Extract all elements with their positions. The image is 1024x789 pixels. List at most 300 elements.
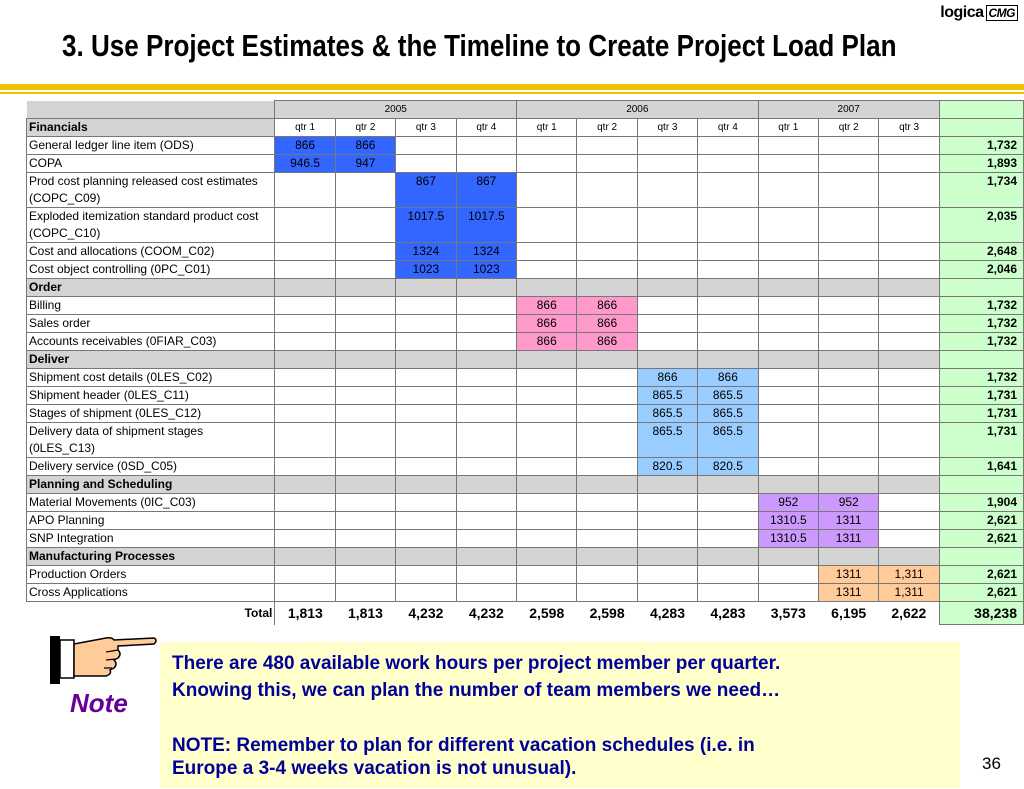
quarter-total: 1,813 bbox=[287, 605, 323, 621]
quarter-cell bbox=[517, 243, 577, 261]
row-label: Shipment header (0LES_C11) bbox=[27, 387, 275, 405]
quarter-header: qtr 4 bbox=[456, 119, 516, 137]
quarter-cell bbox=[758, 137, 818, 155]
quarter-cell bbox=[637, 566, 697, 584]
quarter-cell: 1324 bbox=[456, 243, 516, 261]
quarter-cell bbox=[517, 369, 577, 387]
quarter-cell bbox=[879, 333, 939, 351]
quarter-cell bbox=[275, 315, 335, 333]
row-total: 1,904 bbox=[939, 494, 1023, 512]
quarter-total: 2,598 bbox=[589, 605, 625, 621]
quarter-cell bbox=[698, 173, 758, 208]
quarter-cell: 946.5 bbox=[275, 155, 335, 173]
section-cell bbox=[577, 279, 637, 297]
section-cell bbox=[456, 476, 516, 494]
section-total-cell bbox=[939, 548, 1023, 566]
table-row bbox=[27, 208, 1024, 243]
quarter-cell bbox=[396, 494, 456, 512]
quarter-cell bbox=[275, 584, 335, 602]
quarter-cell: 1311 bbox=[819, 512, 879, 530]
row-total: 1,734 bbox=[939, 173, 1023, 208]
quarter-cell bbox=[335, 333, 395, 351]
section-cell bbox=[758, 476, 818, 494]
quarter-cell bbox=[396, 530, 456, 548]
quarter-cell: 1310.5 bbox=[758, 530, 818, 548]
quarter-cell bbox=[335, 315, 395, 333]
quarter-cell: 1023 bbox=[456, 261, 516, 279]
quarter-header: qtr 1 bbox=[275, 119, 335, 137]
quarter-cell bbox=[577, 387, 637, 405]
quarter-cell bbox=[758, 458, 818, 476]
row-total: 1,732 bbox=[939, 333, 1023, 351]
quarter-cell bbox=[335, 530, 395, 548]
section-cell bbox=[517, 351, 577, 369]
quarter-cell bbox=[335, 423, 395, 458]
quarter-cell bbox=[637, 155, 697, 173]
table-row bbox=[27, 423, 1024, 458]
quarter-cell bbox=[879, 530, 939, 548]
quarter-cell bbox=[698, 155, 758, 173]
quarter-cell bbox=[456, 297, 516, 315]
note-line-4: Europe a 3-4 weeks vacation is not unusual). bbox=[172, 758, 577, 779]
quarter-cell bbox=[758, 173, 818, 208]
section-cell bbox=[577, 548, 637, 566]
quarter-cell: 866 bbox=[517, 315, 577, 333]
section-cell bbox=[335, 476, 395, 494]
quarter-header: qtr 1 bbox=[758, 119, 818, 137]
quarter-cell bbox=[698, 584, 758, 602]
quarter-cell bbox=[275, 387, 335, 405]
quarter-cell: 865.5 bbox=[637, 423, 697, 458]
row-label: Exploded itemization standard product cost (COPC_C10) bbox=[27, 208, 275, 243]
quarter-header: qtr 3 bbox=[396, 119, 456, 137]
quarter-cell bbox=[275, 208, 335, 243]
quarter-cell bbox=[637, 530, 697, 548]
quarter-total: 3,573 bbox=[770, 605, 806, 621]
quarter-cell: 820.5 bbox=[698, 458, 758, 476]
row-label: APO Planning bbox=[27, 512, 275, 530]
quarter-cell bbox=[637, 333, 697, 351]
quarter-cell bbox=[879, 458, 939, 476]
quarter-cell bbox=[819, 137, 879, 155]
quarter-cell bbox=[819, 315, 879, 333]
quarter-cell bbox=[879, 173, 939, 208]
quarter-cell bbox=[456, 369, 516, 387]
quarter-cell bbox=[577, 137, 637, 155]
table-row bbox=[27, 458, 1024, 476]
row-total: 2,621 bbox=[939, 512, 1023, 530]
quarter-cell bbox=[819, 458, 879, 476]
quarter-cell: 866 bbox=[335, 137, 395, 155]
quarter-cell: 820.5 bbox=[637, 458, 697, 476]
quarter-cell bbox=[396, 566, 456, 584]
quarter-cell bbox=[275, 566, 335, 584]
quarter-cell: 865.5 bbox=[698, 405, 758, 423]
year-2005: 2005 bbox=[275, 101, 517, 119]
quarter-cell bbox=[758, 405, 818, 423]
logo-main: logica bbox=[940, 4, 984, 21]
accent-rule-thin bbox=[0, 92, 1024, 94]
section-label: Order bbox=[27, 279, 275, 297]
quarter-cell bbox=[819, 297, 879, 315]
quarter-cell: 1311 bbox=[819, 584, 879, 602]
quarter-cell bbox=[819, 208, 879, 243]
table-row bbox=[27, 566, 1024, 584]
section-cell bbox=[698, 279, 758, 297]
quarter-cell bbox=[698, 494, 758, 512]
quarter-cell bbox=[637, 208, 697, 243]
quarter-cell bbox=[456, 333, 516, 351]
row-label: Cost object controlling (0PC_C01) bbox=[27, 261, 275, 279]
quarter-cell bbox=[456, 512, 516, 530]
quarter-cell: 866 bbox=[517, 297, 577, 315]
quarter-cell bbox=[517, 405, 577, 423]
quarter-cell bbox=[637, 261, 697, 279]
quarter-header-row bbox=[27, 119, 1024, 137]
quarter-cell bbox=[396, 137, 456, 155]
section-total-cell bbox=[939, 279, 1023, 297]
section-cell bbox=[396, 476, 456, 494]
section-row bbox=[27, 279, 1024, 297]
row-label: Sales order bbox=[27, 315, 275, 333]
row-total: 1,732 bbox=[939, 369, 1023, 387]
quarter-cell bbox=[577, 494, 637, 512]
note-label: Note bbox=[70, 688, 128, 718]
quarter-cell bbox=[335, 173, 395, 208]
section-cell bbox=[517, 279, 577, 297]
quarter-cell: 866 bbox=[275, 137, 335, 155]
quarter-cell bbox=[577, 208, 637, 243]
year-header-row bbox=[27, 101, 1024, 119]
quarter-cell bbox=[335, 566, 395, 584]
row-label: Delivery data of shipment stages (0LES_C13) bbox=[27, 423, 275, 458]
quarter-cell bbox=[396, 423, 456, 458]
section-cell bbox=[698, 351, 758, 369]
page-number: 36 bbox=[982, 754, 1001, 773]
section-cell bbox=[275, 279, 335, 297]
quarter-cell bbox=[396, 405, 456, 423]
quarter-cell bbox=[456, 494, 516, 512]
quarter-cell bbox=[456, 315, 516, 333]
quarter-cell bbox=[879, 155, 939, 173]
slide-title: 3. Use Project Estimates & the Timeline to Create Project Load Plan bbox=[62, 28, 897, 63]
table-row bbox=[27, 512, 1024, 530]
quarter-cell bbox=[698, 566, 758, 584]
section-row bbox=[27, 476, 1024, 494]
quarter-cell bbox=[819, 333, 879, 351]
quarter-cell bbox=[637, 315, 697, 333]
quarter-cell bbox=[517, 423, 577, 458]
section-label: Manufacturing Processes bbox=[27, 548, 275, 566]
quarter-cell bbox=[517, 208, 577, 243]
quarter-cell bbox=[396, 512, 456, 530]
quarter-cell bbox=[456, 423, 516, 458]
quarter-cell: 865.5 bbox=[637, 405, 697, 423]
quarter-cell: 1310.5 bbox=[758, 512, 818, 530]
quarter-cell bbox=[879, 243, 939, 261]
accent-rule bbox=[0, 84, 1024, 90]
quarter-cell bbox=[577, 423, 637, 458]
quarter-total: 4,283 bbox=[649, 605, 686, 621]
quarter-cell: 1017.5 bbox=[456, 208, 516, 243]
section-cell bbox=[819, 476, 879, 494]
quarter-cell bbox=[637, 173, 697, 208]
quarter-cell bbox=[577, 173, 637, 208]
grand-total: 38,238 bbox=[939, 602, 1023, 625]
row-total: 2,621 bbox=[939, 566, 1023, 584]
quarter-total: 6,195 bbox=[831, 605, 867, 621]
quarter-cell bbox=[517, 173, 577, 208]
quarter-cell: 866 bbox=[577, 297, 637, 315]
quarter-cell: 1311 bbox=[819, 530, 879, 548]
quarter-total: 1,813 bbox=[347, 605, 383, 621]
quarter-cell: 1017.5 bbox=[396, 208, 456, 243]
section-label: Deliver bbox=[27, 351, 275, 369]
quarter-cell bbox=[758, 387, 818, 405]
quarter-cell bbox=[819, 155, 879, 173]
quarter-cell bbox=[396, 369, 456, 387]
quarter-cell bbox=[758, 261, 818, 279]
quarter-cell bbox=[698, 208, 758, 243]
quarter-cell bbox=[637, 297, 697, 315]
quarter-cell: 1,311 bbox=[879, 584, 939, 602]
quarter-cell bbox=[879, 405, 939, 423]
quarter-header: qtr 4 bbox=[698, 119, 758, 137]
table-row bbox=[27, 584, 1024, 602]
section-cell bbox=[698, 476, 758, 494]
table-row bbox=[27, 261, 1024, 279]
section-cell bbox=[758, 351, 818, 369]
section-cell bbox=[396, 279, 456, 297]
quarter-cell bbox=[758, 333, 818, 351]
quarter-cell bbox=[758, 155, 818, 173]
row-label: General ledger line item (ODS) bbox=[27, 137, 275, 155]
quarter-cell: 1,311 bbox=[879, 566, 939, 584]
quarter-cell bbox=[758, 584, 818, 602]
section-cell bbox=[637, 548, 697, 566]
row-total: 1,732 bbox=[939, 137, 1023, 155]
row-label: Billing bbox=[27, 297, 275, 315]
section-cell bbox=[758, 279, 818, 297]
quarter-cell bbox=[879, 494, 939, 512]
quarter-cell: 865.5 bbox=[698, 387, 758, 405]
section-cell bbox=[879, 279, 939, 297]
section-cell bbox=[396, 351, 456, 369]
table-row bbox=[27, 243, 1024, 261]
quarter-cell: 865.5 bbox=[637, 387, 697, 405]
quarter-cell: 1023 bbox=[396, 261, 456, 279]
row-total: 1,731 bbox=[939, 423, 1023, 458]
row-label: Material Movements (0IC_C03) bbox=[27, 494, 275, 512]
quarter-cell bbox=[517, 261, 577, 279]
quarter-cell bbox=[275, 530, 335, 548]
quarter-cell bbox=[577, 566, 637, 584]
quarter-cell bbox=[517, 387, 577, 405]
quarter-total: 4,232 bbox=[408, 605, 444, 621]
quarter-cell bbox=[275, 261, 335, 279]
section-cell bbox=[275, 476, 335, 494]
quarter-total: 4,232 bbox=[468, 605, 504, 621]
year-2006: 2006 bbox=[517, 101, 759, 119]
quarter-header: qtr 1 bbox=[517, 119, 577, 137]
quarter-cell bbox=[577, 405, 637, 423]
section-cell bbox=[879, 476, 939, 494]
quarter-cell bbox=[335, 369, 395, 387]
quarter-cell bbox=[637, 137, 697, 155]
section-cell bbox=[275, 548, 335, 566]
table-row bbox=[27, 297, 1024, 315]
section-cell bbox=[517, 548, 577, 566]
quarter-header: qtr 3 bbox=[879, 119, 939, 137]
section-label: Planning and Scheduling bbox=[27, 476, 275, 494]
section-cell bbox=[517, 476, 577, 494]
quarter-cell bbox=[698, 137, 758, 155]
row-label: SNP Integration bbox=[27, 530, 275, 548]
row-label: Production Orders bbox=[27, 566, 275, 584]
quarter-cell bbox=[758, 315, 818, 333]
quarter-cell bbox=[335, 405, 395, 423]
quarter-cell: 952 bbox=[758, 494, 818, 512]
section-cell bbox=[698, 548, 758, 566]
quarter-cell bbox=[335, 243, 395, 261]
section-cell bbox=[637, 351, 697, 369]
table-row bbox=[27, 387, 1024, 405]
row-label: Cross Applications bbox=[27, 584, 275, 602]
quarter-cell bbox=[819, 243, 879, 261]
quarter-total: 4,283 bbox=[710, 605, 746, 621]
row-label: Cost and allocations (COOM_C02) bbox=[27, 243, 275, 261]
note-line-3: NOTE: Remember to plan for different vacation schedules (i.e. in bbox=[172, 735, 755, 756]
section-cell bbox=[879, 548, 939, 566]
section-total-cell bbox=[939, 351, 1023, 369]
table-row bbox=[27, 333, 1024, 351]
section-cell bbox=[456, 548, 516, 566]
quarter-cell bbox=[275, 458, 335, 476]
quarter-cell bbox=[698, 243, 758, 261]
quarter-cell bbox=[879, 208, 939, 243]
quarter-header: qtr 3 bbox=[637, 119, 697, 137]
quarter-cell bbox=[637, 584, 697, 602]
quarter-cell: 866 bbox=[637, 369, 697, 387]
quarter-cell bbox=[577, 512, 637, 530]
quarter-cell bbox=[396, 315, 456, 333]
quarter-cell: 1311 bbox=[819, 566, 879, 584]
quarter-cell bbox=[335, 494, 395, 512]
quarter-cell bbox=[456, 566, 516, 584]
quarter-cell bbox=[275, 423, 335, 458]
quarter-total: 2,598 bbox=[529, 605, 565, 621]
quarter-cell bbox=[517, 530, 577, 548]
quarter-cell bbox=[758, 566, 818, 584]
quarter-header: qtr 2 bbox=[335, 119, 395, 137]
section-cell bbox=[819, 548, 879, 566]
table-row bbox=[27, 494, 1024, 512]
quarter-cell bbox=[819, 387, 879, 405]
quarter-cell bbox=[758, 243, 818, 261]
quarter-cell bbox=[456, 155, 516, 173]
quarter-cell bbox=[517, 566, 577, 584]
quarter-cell bbox=[879, 297, 939, 315]
quarter-cell bbox=[275, 173, 335, 208]
logo-suffix: CMG bbox=[986, 5, 1019, 21]
quarter-cell bbox=[577, 155, 637, 173]
row-label: Shipment cost details (0LES_C02) bbox=[27, 369, 275, 387]
row-total: 1,731 bbox=[939, 387, 1023, 405]
section-cell bbox=[396, 548, 456, 566]
quarter-cell bbox=[698, 333, 758, 351]
quarter-cell: 866 bbox=[577, 315, 637, 333]
total-column-header bbox=[939, 101, 1023, 119]
row-total: 2,648 bbox=[939, 243, 1023, 261]
quarter-cell bbox=[517, 458, 577, 476]
quarter-cell bbox=[456, 137, 516, 155]
quarter-cell bbox=[698, 512, 758, 530]
quarter-cell bbox=[396, 333, 456, 351]
quarter-cell bbox=[396, 155, 456, 173]
quarter-cell bbox=[577, 369, 637, 387]
quarter-cell bbox=[456, 530, 516, 548]
total-column-header bbox=[939, 119, 1023, 137]
row-label: Delivery service (0SD_C05) bbox=[27, 458, 275, 476]
note-line-2: Knowing this, we can plan the number of team members we need… bbox=[172, 680, 781, 701]
quarter-cell bbox=[698, 530, 758, 548]
note-line-1: There are 480 available work hours per project member per quarter. bbox=[172, 653, 781, 674]
section-row bbox=[27, 548, 1024, 566]
quarter-cell bbox=[396, 584, 456, 602]
quarter-cell bbox=[275, 243, 335, 261]
section-cell bbox=[456, 279, 516, 297]
quarter-cell bbox=[275, 297, 335, 315]
quarter-cell bbox=[577, 243, 637, 261]
row-total: 1,731 bbox=[939, 405, 1023, 423]
quarter-cell bbox=[517, 512, 577, 530]
quarter-cell: 866 bbox=[577, 333, 637, 351]
section-financials: Financials bbox=[27, 119, 275, 137]
quarter-cell bbox=[577, 458, 637, 476]
year-2007: 2007 bbox=[758, 101, 939, 119]
totals-row bbox=[27, 602, 1024, 625]
row-total: 1,732 bbox=[939, 315, 1023, 333]
quarter-cell bbox=[275, 405, 335, 423]
quarter-cell: 952 bbox=[819, 494, 879, 512]
table-row bbox=[27, 530, 1024, 548]
quarter-cell bbox=[758, 369, 818, 387]
quarter-cell bbox=[456, 584, 516, 602]
quarter-cell bbox=[275, 512, 335, 530]
quarter-cell bbox=[275, 333, 335, 351]
quarter-total: 2,622 bbox=[891, 605, 927, 621]
quarter-cell: 865.5 bbox=[698, 423, 758, 458]
quarter-cell bbox=[819, 405, 879, 423]
section-cell bbox=[819, 351, 879, 369]
quarter-cell bbox=[637, 494, 697, 512]
totals-label: Total bbox=[27, 602, 275, 625]
quarter-cell bbox=[819, 173, 879, 208]
row-total: 2,046 bbox=[939, 261, 1023, 279]
section-cell bbox=[637, 279, 697, 297]
quarter-cell bbox=[335, 584, 395, 602]
quarter-cell bbox=[637, 512, 697, 530]
quarter-cell bbox=[758, 297, 818, 315]
quarter-cell: 867 bbox=[456, 173, 516, 208]
quarter-cell bbox=[758, 208, 818, 243]
quarter-cell bbox=[396, 297, 456, 315]
quarter-cell bbox=[517, 137, 577, 155]
company-logo bbox=[940, 4, 1018, 22]
quarter-cell bbox=[335, 512, 395, 530]
section-cell bbox=[758, 548, 818, 566]
row-total: 2,621 bbox=[939, 584, 1023, 602]
